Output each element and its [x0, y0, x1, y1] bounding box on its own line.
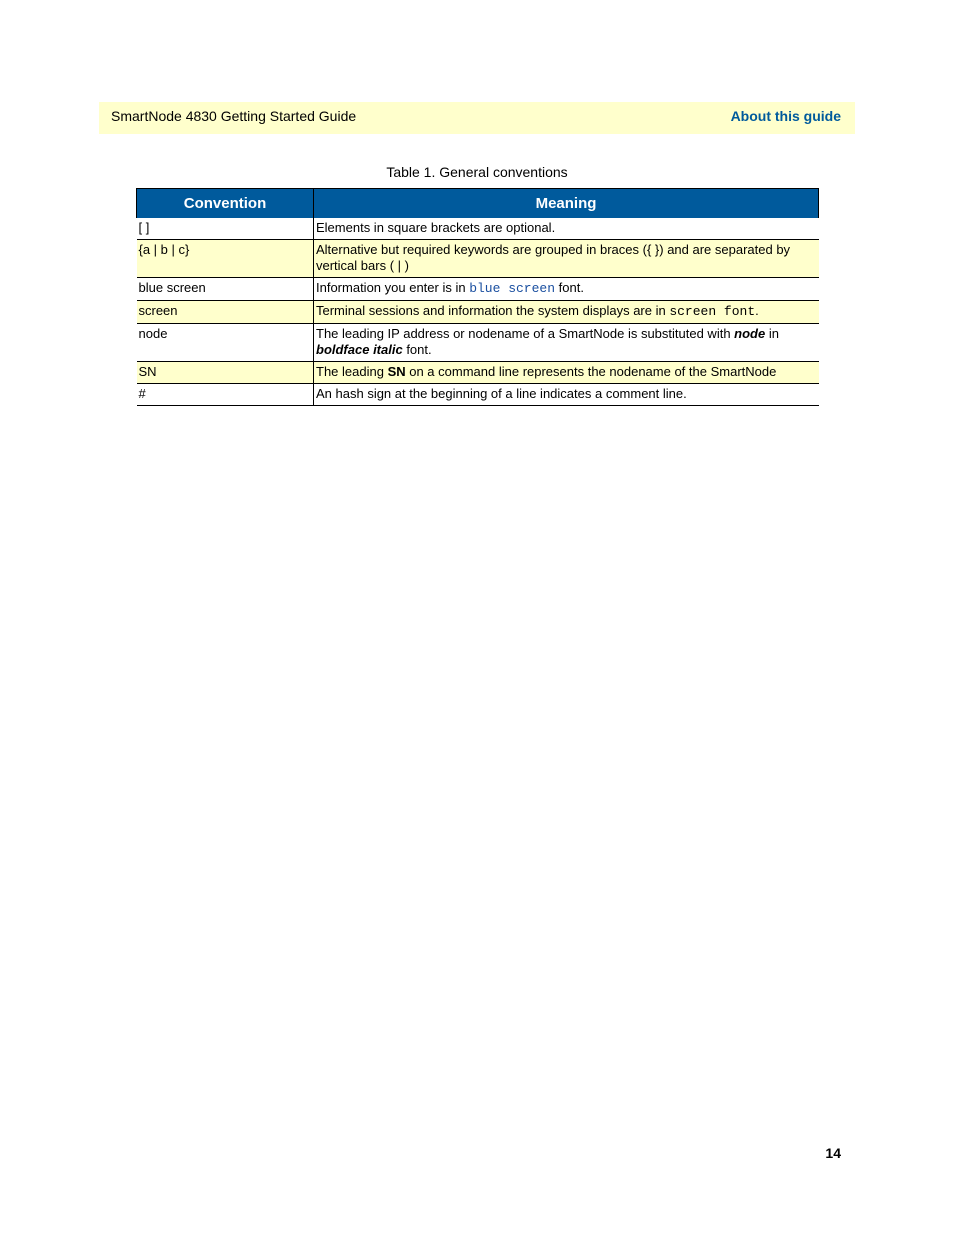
- column-header-convention: Convention: [137, 189, 314, 219]
- meaning-cell: [314, 362, 819, 384]
- page-number: 14: [825, 1145, 841, 1161]
- table-row: [137, 362, 819, 384]
- meaning-text: in: [765, 326, 779, 341]
- table-row: [137, 240, 819, 278]
- convention-cell: {a | b | c}: [137, 240, 314, 278]
- meaning-text: The leading: [316, 364, 388, 379]
- column-header-meaning: Meaning: [314, 189, 819, 219]
- table-row: [137, 384, 819, 406]
- convention-cell: #: [137, 384, 314, 406]
- document-title: SmartNode 4830 Getting Started Guide: [111, 108, 357, 124]
- meaning-text: font.: [555, 280, 584, 295]
- meaning-cell: [314, 324, 819, 362]
- meaning-text: The leading IP address or nodename of a SmartNode is substituted with: [316, 326, 735, 341]
- boldface-italic-emphasis: boldface italic: [316, 342, 403, 357]
- meaning-text: on a command line represents the nodename of the SmartNode: [405, 364, 777, 379]
- table-row: [137, 218, 819, 240]
- running-header: [99, 102, 855, 134]
- convention-cell: screen: [137, 301, 314, 324]
- convention-cell: SN: [137, 362, 314, 384]
- meaning-text: font.: [402, 342, 432, 357]
- meaning-cell: Alternative but required keywords are grouped in braces ({ }) and are separated by vertical bars ( | ): [314, 240, 819, 278]
- meaning-cell: Elements in square brackets are optional.: [314, 218, 819, 240]
- table-caption: Table 1. General conventions: [386, 164, 568, 180]
- meaning-cell: [314, 301, 819, 324]
- convention-cell: node: [137, 324, 314, 362]
- node-emphasis: node: [734, 326, 766, 341]
- table-row: [137, 301, 819, 324]
- sn-bold: SN: [387, 364, 406, 379]
- table-row: [137, 278, 819, 301]
- convention-cell: [ ]: [137, 218, 314, 240]
- meaning-text: Information you enter is in: [316, 280, 470, 295]
- section-title: About this guide: [730, 108, 841, 124]
- convention-cell: blue screen: [137, 278, 314, 301]
- screen-font-sample: screen font: [669, 304, 756, 319]
- conventions-table: [136, 188, 819, 406]
- meaning-cell: [314, 278, 819, 301]
- meaning-text: .: [755, 303, 759, 318]
- blue-screen-sample: blue screen: [469, 281, 556, 296]
- meaning-cell: An hash sign at the beginning of a line indicates a comment line.: [314, 384, 819, 406]
- meaning-text: Terminal sessions and information the system displays are in: [316, 303, 670, 318]
- table-header-row: [137, 189, 819, 219]
- table-row: [137, 324, 819, 362]
